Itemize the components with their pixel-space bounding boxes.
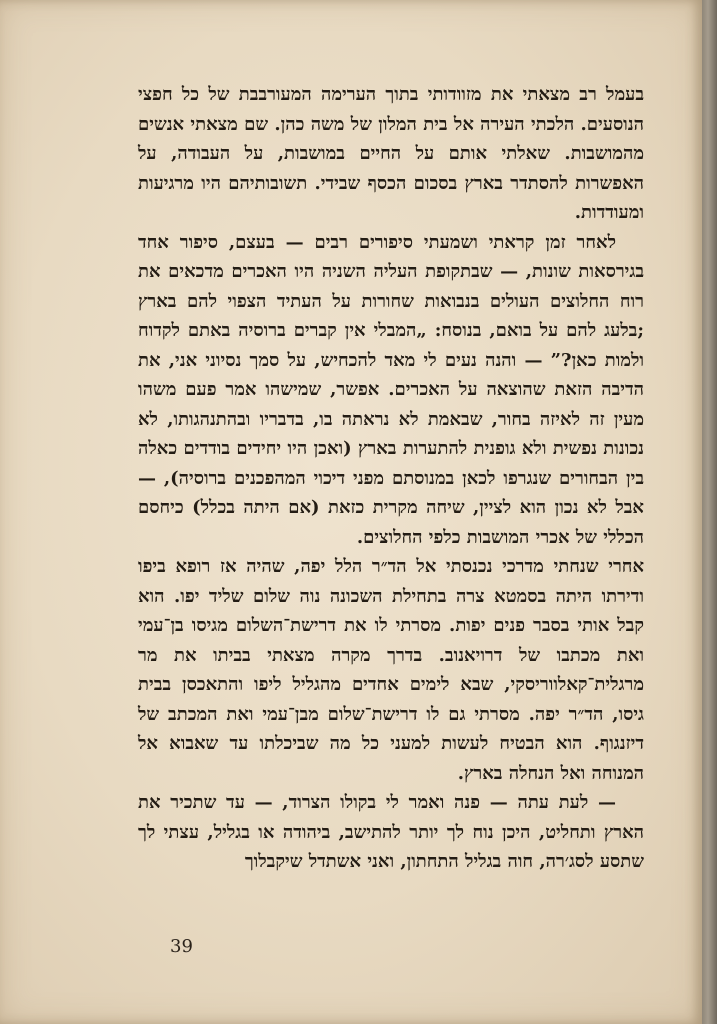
paragraph-3: אחרי שנחתי מדרכי נכנסתי אל הד״ר הלל יפה, שהיה אז רופא ביפו ודירתו היתה בסמטא צרה בתחילת השכונה נוה שלום שליד יפו. הוא קבל אותי בסבר פנים יפות. מסרתי לו את דרישת־השלום מגיסו בן־עמי ואת מכתבו של דרויאנוב. בדרך מקרה מצאתי בביתו את מר מרגלית־קאלווריסקי, שבא לימים אחדים מהגליל ליפו והתאכסן בבית גיסו, הד״ר יפה. מסרתי גם לו דרישת־שלום מבן־עמי ואת המכתב של דיזנגוף. הוא הבטיח לעשות למעני כל מה שביכלתו עד שאבוא אל המנוחה ואל הנחלה בארץ. bbox=[138, 556, 644, 784]
paragraph-1: בעמל רב מצאתי את מזוודותי בתוך הערימה המעורבבת של כל חפצי הנוסעים. הלכתי העירה אל בית המלון של משה כהן. שם מצאתי אנשים מהמושבות. שאלתי אותם על החיים במושבות, על העבודה, על האפשרות להסתדר בארץ בסכום הכסף שבידי. תשובותיהם היו מרגיעות ומעודדות. bbox=[138, 84, 644, 223]
page-number: 39 bbox=[170, 936, 193, 957]
body-text bbox=[138, 80, 644, 877]
paragraph-4: — לעת עתה — פנה ואמר לי בקולו הצרוד, — עד שתכיר את הארץ ותחליט, היכן נוח לך יותר להתישב, ביהודה או בגליל, עצתי לך שתסע לסג׳רה, חוה בגליל התחתון, ואני אשתדל שיקבלוך bbox=[138, 792, 644, 872]
book-page-edge bbox=[702, 0, 717, 1024]
paragraph-2: לאחר זמן קראתי ושמעתי סיפורים רבים — בעצם, סיפור אחד בגירסאות שונות, — שבתקופת העליה השניה היו האכרים מדכאים את רוח החלוצים העולים בנבואות שחורות על העתיד הצפוי להם בארץ ;בלעג להם על בואם, בנוסח: „המבלי אין קברים ברוסיה באתם לקדוח ולמות כאן?” — והנה נעים לי מאד להכחיש, על סמך נסיוני אני, את הדיבה הזאת שהוצאה על האכרים. אפשר, שמישהו אמר פעם משהו מעין זה לאיזה בחור, שבאמת לא נראתה בו, בדבריו ובהתנהגותו, לא נכונות נפשית ולא גופנית להתערות בארץ (ואכן היו יחידים בודדים כאלה בין הבחורים שנגרפו לכאן במנוסתם מפני דיכוי המהפכנים ברוסיה), — אבל לא נכון הוא לציין, שיחה מקרית כזאת (אם היתה בכלל) כיחסם הכללי של אכרי המושבות כלפי החלוצים. bbox=[138, 231, 644, 548]
